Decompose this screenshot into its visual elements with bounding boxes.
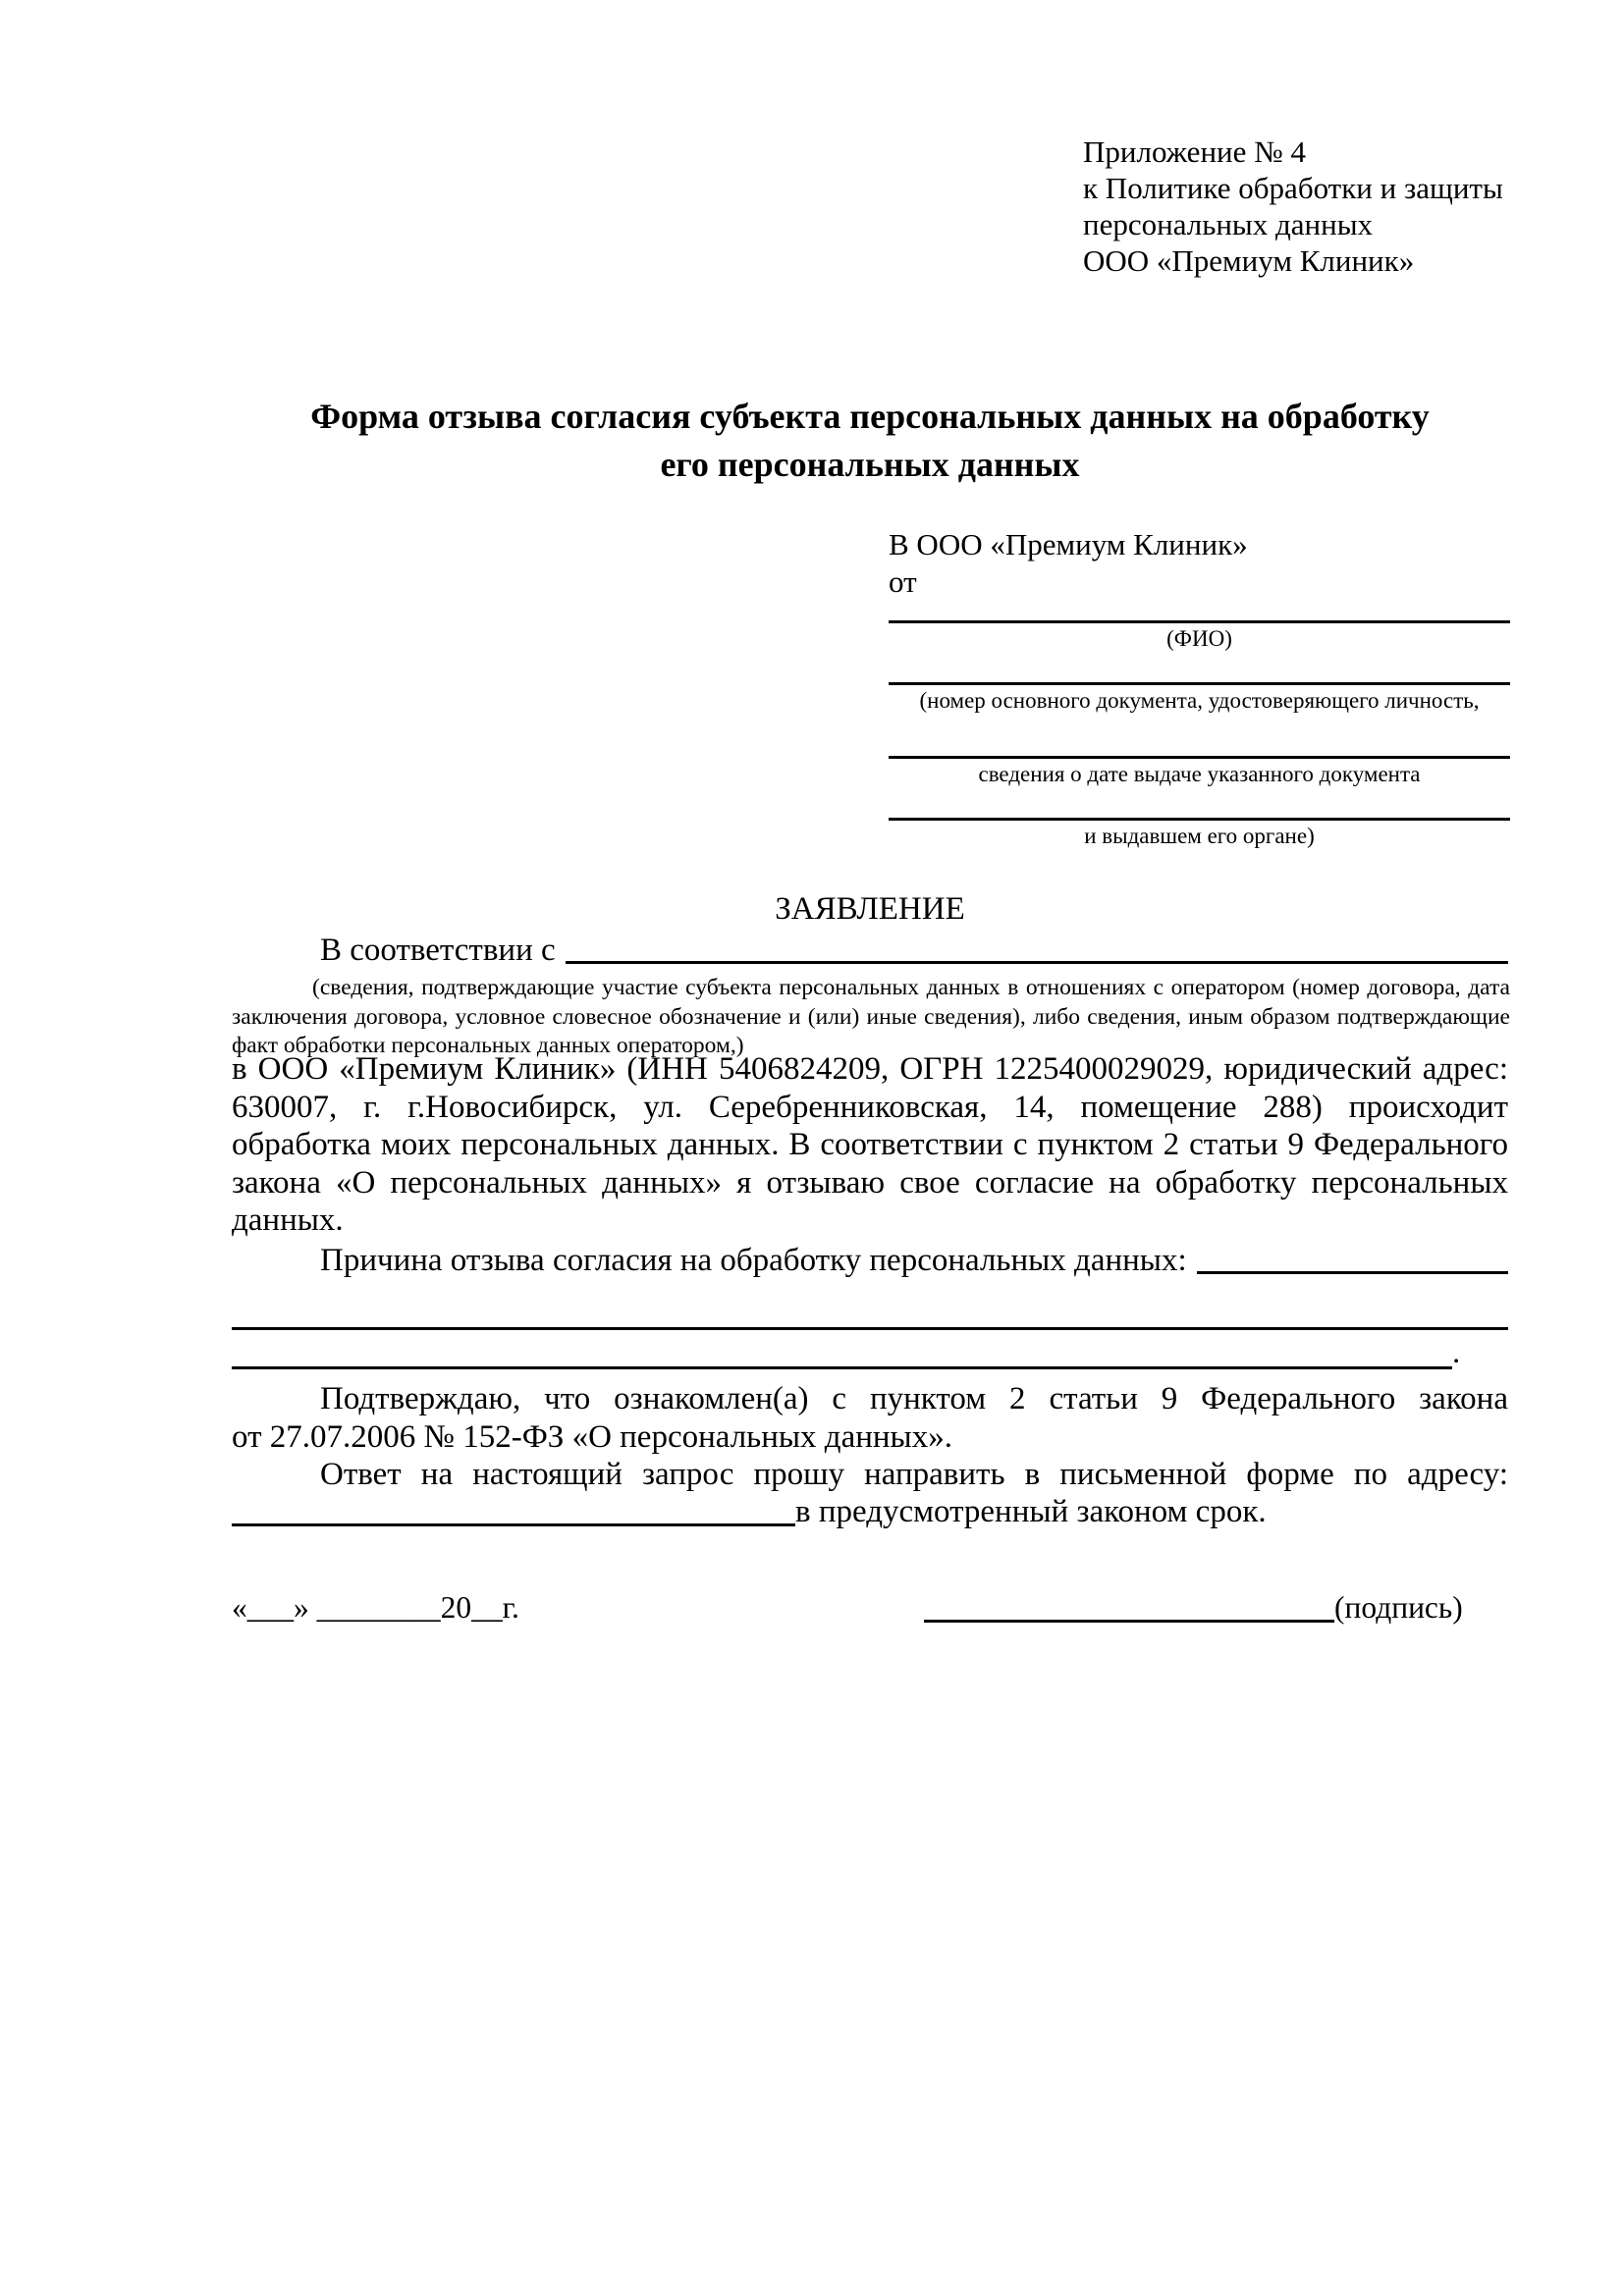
- reason-blank-line-3: [232, 1337, 1508, 1369]
- confirmation-line: от 27.07.2006 № 152-ФЗ «О персональных данных».: [232, 1418, 952, 1455]
- reason-blank-line: [1197, 1241, 1508, 1274]
- address-blank-line: [232, 1494, 795, 1526]
- reply-suffix: в предусмотренный законом срок.: [795, 1494, 1267, 1529]
- intro-line: [232, 931, 1508, 970]
- issuing-authority-blank-line: [889, 818, 1510, 821]
- reason-blank-underline: [232, 1339, 1452, 1369]
- signature-group: [924, 1588, 1463, 1628]
- document-number-caption: (номер основного документа, удостоверяющего личность,: [919, 688, 1480, 713]
- appendix-header-line: персональных данных: [1083, 207, 1374, 241]
- fio-field: [889, 620, 1510, 652]
- intro-note: (сведения, подтверждающие участие субъекта персональных данных в отношениях с оператором (номер договора, дата заключения договора, условное словесное обозначение и (или) иные сведения), либо сведения, иным образом подтверждающие факт обработки персональных данных оператором,): [232, 975, 1510, 1058]
- appendix-header-line: Приложение № 4: [1083, 134, 1306, 169]
- reason-label: Причина отзыва согласия на обработку персональных данных:: [320, 1243, 1187, 1278]
- confirmation-paragraph: [232, 1380, 1508, 1456]
- document-number-field: [889, 682, 1510, 714]
- addressee-block: [889, 526, 1510, 865]
- appendix-header: [1083, 133, 1503, 279]
- reason-line: [232, 1241, 1508, 1280]
- signature-footer: [232, 1588, 1508, 1635]
- document-title-line: Форма отзыва согласия субъекта персональных данных на обработку: [310, 397, 1430, 436]
- intro-prefix: В соответствии с: [320, 933, 556, 968]
- statement-body: в ООО «Премиум Клиник» (ИНН 5406824209, ОГРН 1225400029029, юридический адрес: 630007, г. г.Новосибирск, ул. Серебренниковская, 14, помещение 288) происходит обработка моих персональных данных. В соответствии с пунктом 2 статьи 9 Федерального закона «О персональных данных» я отзываю свое согласие на обработку персональных данных.: [232, 1051, 1508, 1238]
- issuing-authority-caption: и выдавшем его органе): [1084, 824, 1315, 848]
- issue-date-caption: сведения о дате выдаче указанного документа: [978, 762, 1421, 786]
- issuing-authority-field: [889, 818, 1510, 849]
- appendix-header-line: к Политике обработки и защиты: [1083, 171, 1503, 205]
- addressee-from-label: от: [889, 564, 917, 599]
- date-blank: «___» ________20__г.: [232, 1590, 519, 1625]
- confirmation-line: Подтверждаю, что ознакомлен(а) с пунктом 2 статьи 9 Федерального закона: [320, 1381, 1508, 1416]
- signature-blank-line: [924, 1588, 1334, 1623]
- intro-blank-line: [566, 931, 1508, 964]
- statement-heading: ЗАЯВЛЕНИЕ: [775, 891, 965, 927]
- document-title-line: его персональных данных: [660, 445, 1080, 484]
- appendix-header-line: ООО «Премиум Клиник»: [1083, 243, 1415, 278]
- issue-date-blank-line: [889, 756, 1510, 759]
- reply-request-line: Ответ на настоящий запрос прошу направить в письменной форме по адресу:: [320, 1457, 1508, 1492]
- document-title: [232, 393, 1508, 489]
- reply-address-line: [232, 1493, 1508, 1531]
- fio-caption: (ФИО): [1166, 626, 1232, 651]
- signature-caption: (подпись): [1334, 1590, 1463, 1625]
- document-number-blank-line: [889, 682, 1510, 685]
- reason-blank-line-2: [232, 1327, 1508, 1330]
- sentence-period: .: [1452, 1335, 1461, 1370]
- fio-blank-line: [889, 620, 1510, 623]
- issue-date-field: [889, 756, 1510, 787]
- addressee-to: В ООО «Премиум Клиник»: [889, 527, 1248, 561]
